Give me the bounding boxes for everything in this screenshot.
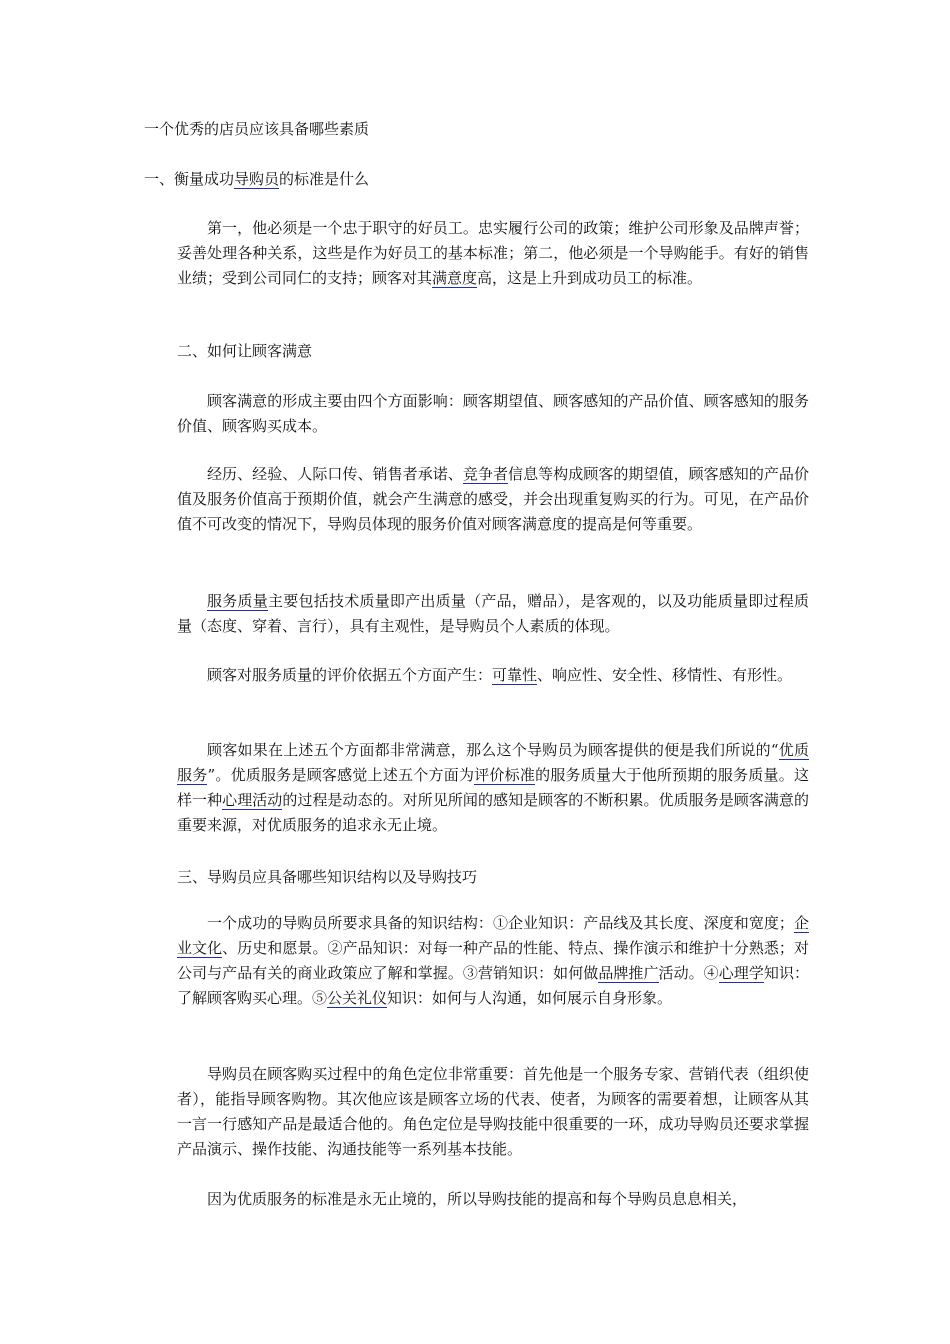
heading-text: 的标准是什么 bbox=[279, 170, 370, 188]
link-xinlixue[interactable]: 心理学 bbox=[718, 964, 764, 982]
text-run: 顾客如果在上述五个方面都非常满意，那么这个导购员为顾客提供的便是我们所说的“ bbox=[207, 741, 779, 759]
paragraph bbox=[177, 589, 809, 639]
link-qiyewenhua[interactable]: 企业文化 bbox=[177, 914, 809, 957]
section-heading-1 bbox=[144, 168, 369, 190]
text-run: 高，这是上升到成功员工的标准。 bbox=[477, 269, 703, 287]
paragraph bbox=[177, 389, 809, 439]
link-kekaoxing[interactable]: 可靠性 bbox=[492, 666, 538, 684]
document-title: 一个优秀的店员应该具备哪些素质 bbox=[144, 120, 370, 138]
link-jingzhengzhe[interactable]: 竞争者 bbox=[462, 465, 509, 483]
paragraph bbox=[177, 216, 809, 291]
heading-text: 一、衡量成功 bbox=[144, 170, 235, 188]
link-gongguanliyi[interactable]: 公关礼仪 bbox=[327, 989, 388, 1007]
paragraph bbox=[177, 663, 809, 688]
section-heading-3: 三、导购员应具备哪些知识结构以及导购技巧 bbox=[177, 868, 478, 886]
link-xinlihuodong[interactable]: 心理活动 bbox=[222, 791, 283, 809]
text-run: 导购员在顾客购买过程中的角色定位非常重要：首先他是一个服务专家、营销代表（组织使者），能指导顾客购物。其次他应该是顾客立场的代表、使者，为顾客的需要着想，让顾客从其一言一行感知产品是最适合他的。角色定位是导购技能中很重要的一环，成功导购员还要求掌握产品演示、操作技能、沟通技能等一系列基本技能。 bbox=[177, 1065, 809, 1158]
paragraph bbox=[177, 462, 809, 537]
text-run: ”。优质服务是顾客感觉上述五个方面为 bbox=[207, 766, 475, 784]
text-run: 的过程是动态的。对所见所闻的感知是顾客的不断积累。优质服务是顾客满意的重要来源，对优质服务的追求永无止境。 bbox=[177, 791, 809, 834]
text-run: 、历史和愿景。②产品知识：对每一种产品的性能、特点、操作演示和维护十分熟悉；对公司与产品有关的商业政策应了解和掌握。③营销知识：如何做 bbox=[177, 939, 809, 982]
text-run: 经历、经验、人际口传、销售者承诺、 bbox=[207, 465, 463, 483]
text-run: 顾客对服务质量的评价依据五个方面产生： bbox=[207, 666, 493, 684]
link-daogouyuan[interactable]: 导购员 bbox=[234, 170, 280, 188]
paragraph bbox=[177, 1062, 809, 1162]
link-manyidu[interactable]: 满意度 bbox=[432, 269, 478, 287]
text-run: 知识：了解顾客购买心理。⑤ bbox=[177, 964, 809, 1007]
text-run: 活动。④ bbox=[658, 964, 719, 982]
paragraph bbox=[177, 738, 809, 838]
text-run: 、响应性、安全性、移情性、有形性。 bbox=[537, 666, 793, 684]
text-run: 第一，他必须是一个忠于职守的好员工。忠实履行公司的政策；维护公司形象及品牌声誉；妥善处理各种关系，这些是作为好员工的基本标准；第二，他必须是一个导购能手。有好的销售业绩；受到公司同仁的支持；顾客对其 bbox=[177, 219, 809, 287]
text-run: 一个成功的导购员所要求具备的知识结构：①企业知识：产品线及其长度、深度和宽度； bbox=[207, 914, 794, 932]
text-run: 主要包括技术质量即产出质量（产品，赠品），是客观的，以及功能质量即过程质量（态度、穿着、言行），具有主观性，是导购员个人素质的体现。 bbox=[177, 592, 809, 635]
section-heading-2: 二、如何让顾客满意 bbox=[177, 342, 313, 360]
text-run: 顾客满意的形成主要由四个方面影响：顾客期望值、顾客感知的产品价值、顾客感知的服务价值、顾客购买成本。 bbox=[177, 392, 809, 435]
paragraph bbox=[177, 911, 809, 1011]
link-pingjiabiaozhun[interactable]: 评价标准 bbox=[474, 766, 536, 784]
link-pinpaituiguang[interactable]: 品牌推广 bbox=[598, 964, 659, 982]
text-run: 信息等构成顾客的期望值，顾客感知的产品价值及服务价值高于预期价值，就会产生满意的感受，并会出现重复购买的行为。可见，在产品价值不可改变的情况下，导购员体现的服务价值对顾客满意度的提高是何等重要。 bbox=[177, 465, 809, 533]
text-run: 因为优质服务的标准是永无止境的，所以导购技能的提高和每个导购员息息相关， bbox=[207, 1190, 748, 1208]
link-fuwuzhiliang[interactable]: 服务质量 bbox=[207, 592, 268, 610]
link-youzhifuwu[interactable]: 优质服务 bbox=[177, 741, 809, 784]
paragraph bbox=[177, 1187, 809, 1212]
text-run: 的服务质量大于他所预期的服务质量。这样一种 bbox=[177, 766, 809, 809]
text-run: 知识：如何与人沟通，如何展示自身形象。 bbox=[387, 989, 673, 1007]
